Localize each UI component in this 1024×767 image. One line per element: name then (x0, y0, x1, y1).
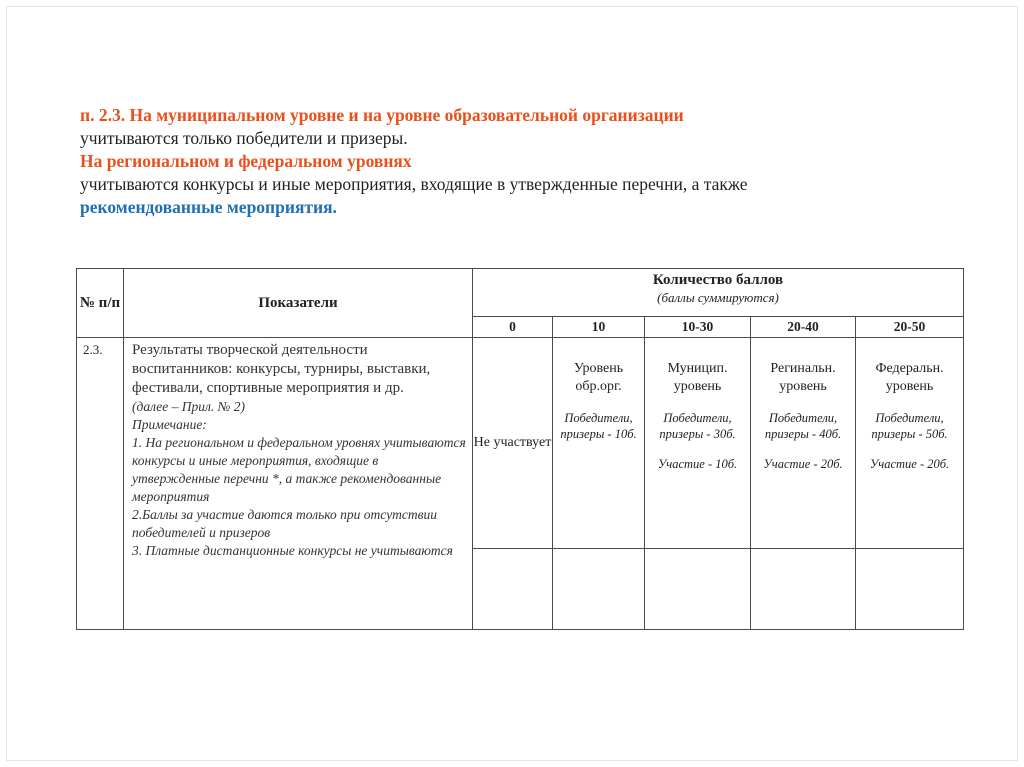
cell-municipal-level (645, 338, 751, 549)
header-col-0: 0 (473, 317, 553, 338)
desc-note-title: Примечание: (132, 417, 207, 432)
intro-line-5: рекомендованные мероприятия. (80, 197, 337, 217)
cell-federal-level (856, 338, 964, 549)
regional-level-title: Регинальн. уровень (770, 361, 836, 394)
empty-cell-1 (553, 549, 645, 630)
municipal-level-participation: Участие - 10б. (657, 457, 738, 471)
federal-level-detail: Победители, призеры - 50б. (871, 411, 948, 441)
org-level-title: Уровень обр.орг. (573, 361, 624, 394)
regional-level-detail: Победители, призеры - 40б. (764, 411, 842, 441)
desc-note-1: 1. На региональном и федеральном уровнях учитываются конкурсы и иные мероприятия, входящие в утвержденные перечни *, а также рекомендованные мероприятия (132, 435, 466, 504)
header-points (473, 269, 964, 317)
intro-line-2: учитываются только победители и призеры. (80, 128, 408, 148)
header-col-3: 20-40 (751, 317, 856, 338)
row-description (124, 338, 473, 630)
empty-cell-0 (473, 549, 553, 630)
header-points-title: Количество баллов (652, 272, 784, 288)
regional-level-participation: Участие - 20б. (763, 457, 843, 471)
points-table (76, 268, 964, 630)
empty-cell-4 (856, 549, 964, 630)
org-level-detail: Победители, призеры - 10б. (560, 411, 637, 441)
header-col-2: 10-30 (645, 317, 751, 338)
cell-no-participation: Не участвует (473, 338, 553, 549)
cell-org-level (553, 338, 645, 549)
cell-regional-level (751, 338, 856, 549)
intro-line-1: п. 2.3. На муниципальном уровне и на уровне образовательной организации (80, 105, 684, 125)
intro-line-3: На региональном и федеральном уровнях (80, 151, 412, 171)
intro-text (80, 104, 960, 219)
desc-main: Результаты творческой деятельности воспитанников: конкурсы, турниры, выставки, фестивали, спортивные мероприятия и др. (132, 342, 431, 396)
header-indicators: Показатели (124, 269, 473, 338)
empty-cell-3 (751, 549, 856, 630)
desc-note-2: 2.Баллы за участие даются только при отсутствии победителей и призеров (132, 507, 438, 540)
municipal-level-title: Муницип. уровень (667, 361, 728, 394)
empty-cell-2 (645, 549, 751, 630)
header-col-4: 20-50 (856, 317, 964, 338)
federal-level-title: Федеральн. уровень (875, 361, 944, 394)
municipal-level-detail: Победители, призеры - 30б. (659, 411, 736, 441)
header-points-subtitle: (баллы суммируются) (657, 290, 779, 305)
desc-note-3: 3. Платные дистанционные конкурсы не учитываются (132, 543, 453, 558)
desc-ref: (далее – Прил. № 2) (132, 399, 246, 414)
header-col-1: 10 (553, 317, 645, 338)
federal-level-participation: Участие - 20б. (869, 457, 950, 471)
header-num: № п/п (77, 269, 124, 338)
row-num: 2.3. (77, 338, 124, 630)
intro-line-4: учитываются конкурсы и иные мероприятия, входящие в утвержденные перечни, а также (80, 174, 748, 194)
